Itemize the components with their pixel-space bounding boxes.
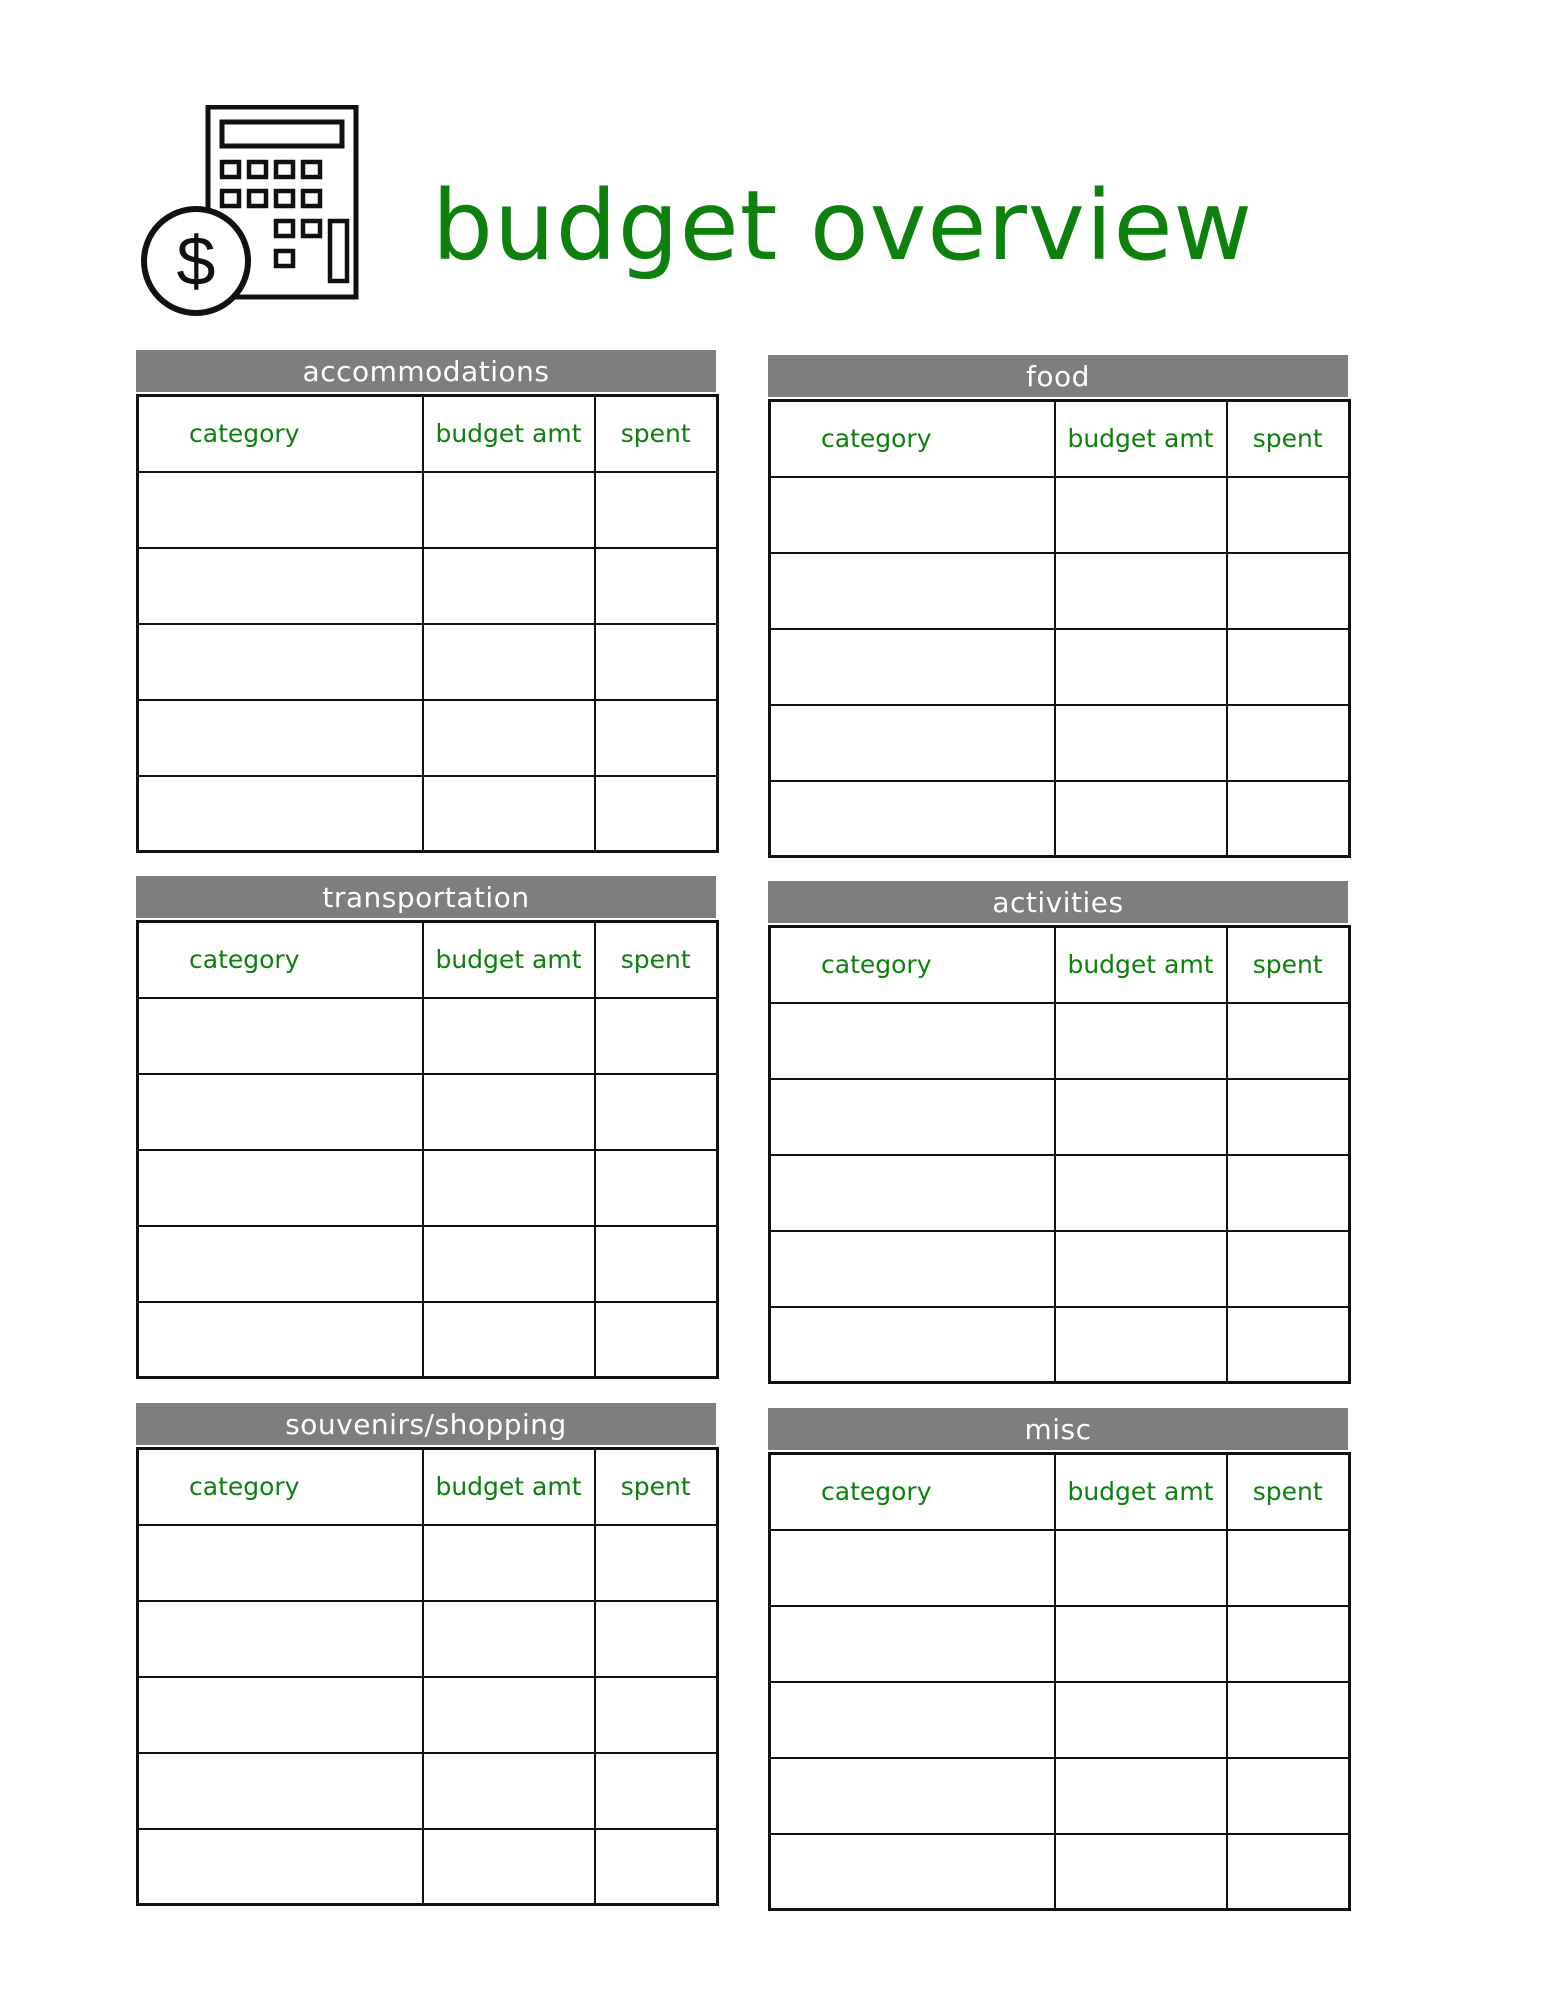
- section-souvenirs-shopping: [136, 1403, 716, 1906]
- budget-amt-cell[interactable]: [1055, 1003, 1227, 1079]
- table-row: [138, 1226, 718, 1302]
- table-header-row: [770, 1454, 1350, 1530]
- table-row: [770, 1606, 1350, 1682]
- category-cell[interactable]: [770, 1079, 1055, 1155]
- category-cell[interactable]: [138, 1525, 423, 1601]
- category-cell[interactable]: [770, 1682, 1055, 1758]
- spent-cell[interactable]: [595, 776, 718, 852]
- table-row: [770, 1758, 1350, 1834]
- category-cell[interactable]: [770, 705, 1055, 781]
- spent-cell[interactable]: [595, 1302, 718, 1378]
- table-header-row: [138, 1449, 718, 1525]
- budget-amt-cell[interactable]: [1055, 1606, 1227, 1682]
- table-row: [138, 776, 718, 852]
- category-cell[interactable]: [138, 1753, 423, 1829]
- budget-table: [136, 394, 719, 853]
- budget-amt-cell[interactable]: [1055, 1758, 1227, 1834]
- table-row: [138, 1074, 718, 1150]
- category-cell[interactable]: [770, 1155, 1055, 1231]
- column-header-spent: spent: [595, 1449, 718, 1525]
- column-header-spent: spent: [1227, 401, 1350, 477]
- section-header: accommodations: [136, 350, 716, 392]
- column-header-category: category: [138, 1449, 423, 1525]
- table-row: [770, 629, 1350, 705]
- budget-amt-cell[interactable]: [423, 1601, 595, 1677]
- budget-amt-cell[interactable]: [423, 1829, 595, 1905]
- budget-amt-cell[interactable]: [1055, 1530, 1227, 1606]
- category-cell[interactable]: [138, 776, 423, 852]
- table-row: [138, 998, 718, 1074]
- category-cell[interactable]: [770, 781, 1055, 857]
- category-cell[interactable]: [770, 477, 1055, 553]
- spent-cell[interactable]: [1227, 1530, 1350, 1606]
- category-cell[interactable]: [138, 1829, 423, 1905]
- spent-cell[interactable]: [1227, 1758, 1350, 1834]
- category-cell[interactable]: [770, 1758, 1055, 1834]
- table-header-row: [770, 927, 1350, 1003]
- calculator-dollar-icon: [140, 105, 360, 325]
- section-misc: [768, 1408, 1348, 1911]
- spent-cell[interactable]: [1227, 477, 1350, 553]
- spent-cell[interactable]: [595, 1226, 718, 1302]
- table-row: [770, 705, 1350, 781]
- category-cell[interactable]: [770, 1834, 1055, 1910]
- table-header-row: [138, 922, 718, 998]
- spent-cell[interactable]: [595, 472, 718, 548]
- table-header-row: [770, 401, 1350, 477]
- spent-cell[interactable]: [1227, 553, 1350, 629]
- category-cell[interactable]: [138, 1302, 423, 1378]
- section-accommodations: [136, 350, 716, 853]
- category-cell[interactable]: [770, 1530, 1055, 1606]
- table-row: [770, 1003, 1350, 1079]
- category-cell[interactable]: [138, 548, 423, 624]
- table-row: [138, 1829, 718, 1905]
- column-header-category: category: [770, 927, 1055, 1003]
- spent-cell[interactable]: [595, 998, 718, 1074]
- budget-amt-cell[interactable]: [1055, 1155, 1227, 1231]
- budget-amt-cell[interactable]: [423, 700, 595, 776]
- budget-amt-cell[interactable]: [1055, 705, 1227, 781]
- column-header-category: category: [770, 1454, 1055, 1530]
- column-header-spent: spent: [1227, 1454, 1350, 1530]
- category-cell[interactable]: [770, 1606, 1055, 1682]
- budget-table: [768, 1452, 1351, 1911]
- category-cell[interactable]: [138, 1074, 423, 1150]
- table-row: [138, 1677, 718, 1753]
- table-row: [138, 624, 718, 700]
- category-cell[interactable]: [138, 700, 423, 776]
- table-row: [770, 477, 1350, 553]
- category-cell[interactable]: [138, 472, 423, 548]
- page-title: budget overview: [432, 170, 1254, 282]
- category-cell[interactable]: [138, 1226, 423, 1302]
- budget-amt-cell[interactable]: [1055, 629, 1227, 705]
- spent-cell[interactable]: [595, 1753, 718, 1829]
- category-cell[interactable]: [770, 1307, 1055, 1383]
- category-cell[interactable]: [138, 998, 423, 1074]
- section-header: souvenirs/shopping: [136, 1403, 716, 1445]
- category-cell[interactable]: [138, 1150, 423, 1226]
- column-header-category: category: [770, 401, 1055, 477]
- table-row: [770, 1079, 1350, 1155]
- budget-amt-cell[interactable]: [1055, 1079, 1227, 1155]
- table-row: [770, 1307, 1350, 1383]
- budget-table: [768, 925, 1351, 1384]
- budget-amt-cell[interactable]: [423, 1677, 595, 1753]
- budget-amt-cell[interactable]: [423, 1302, 595, 1378]
- category-cell[interactable]: [138, 1601, 423, 1677]
- section-food: [768, 355, 1348, 858]
- spent-cell[interactable]: [595, 1525, 718, 1601]
- table-row: [770, 1155, 1350, 1231]
- category-cell[interactable]: [138, 1677, 423, 1753]
- category-cell[interactable]: [770, 629, 1055, 705]
- column-header-spent: spent: [595, 922, 718, 998]
- spent-cell[interactable]: [1227, 781, 1350, 857]
- section-header: food: [768, 355, 1348, 397]
- budget-amt-cell[interactable]: [1055, 1682, 1227, 1758]
- spent-cell[interactable]: [595, 1601, 718, 1677]
- table-row: [770, 1682, 1350, 1758]
- budget-table: [136, 920, 719, 1379]
- category-cell[interactable]: [770, 1231, 1055, 1307]
- budget-amt-cell[interactable]: [1055, 1231, 1227, 1307]
- spent-cell[interactable]: [1227, 1307, 1350, 1383]
- column-header-budget-amt: budget amt: [1055, 1454, 1227, 1530]
- budget-amt-cell[interactable]: [1055, 553, 1227, 629]
- budget-table: [768, 399, 1351, 858]
- budget-amt-cell[interactable]: [1055, 1834, 1227, 1910]
- column-header-spent: spent: [1227, 927, 1350, 1003]
- svg-text:$: $: [176, 222, 216, 300]
- table-row: [138, 700, 718, 776]
- column-header-budget-amt: budget amt: [423, 396, 595, 472]
- category-cell[interactable]: [138, 624, 423, 700]
- spent-cell[interactable]: [1227, 1079, 1350, 1155]
- table-row: [138, 1753, 718, 1829]
- category-cell[interactable]: [770, 553, 1055, 629]
- column-header-budget-amt: budget amt: [1055, 401, 1227, 477]
- budget-amt-cell[interactable]: [423, 472, 595, 548]
- spent-cell[interactable]: [1227, 1003, 1350, 1079]
- section-activities: [768, 881, 1348, 1384]
- budget-amt-cell[interactable]: [423, 1150, 595, 1226]
- budget-amt-cell[interactable]: [423, 548, 595, 624]
- table-row: [138, 472, 718, 548]
- spent-cell[interactable]: [595, 624, 718, 700]
- section-header: transportation: [136, 876, 716, 918]
- spent-cell[interactable]: [1227, 629, 1350, 705]
- spent-cell[interactable]: [595, 700, 718, 776]
- budget-amt-cell[interactable]: [423, 998, 595, 1074]
- column-header-spent: spent: [595, 396, 718, 472]
- table-row: [138, 548, 718, 624]
- budget-amt-cell[interactable]: [1055, 781, 1227, 857]
- table-row: [138, 1150, 718, 1226]
- table-row: [138, 1601, 718, 1677]
- table-header-row: [138, 396, 718, 472]
- column-header-category: category: [138, 922, 423, 998]
- spent-cell[interactable]: [1227, 1834, 1350, 1910]
- table-row: [770, 1231, 1350, 1307]
- spent-cell[interactable]: [595, 548, 718, 624]
- spent-cell[interactable]: [1227, 705, 1350, 781]
- spent-cell[interactable]: [1227, 1682, 1350, 1758]
- spent-cell[interactable]: [595, 1677, 718, 1753]
- budget-amt-cell[interactable]: [423, 624, 595, 700]
- section-header: activities: [768, 881, 1348, 923]
- budget-amt-cell[interactable]: [1055, 477, 1227, 553]
- spent-cell[interactable]: [595, 1074, 718, 1150]
- budget-amt-cell[interactable]: [423, 776, 595, 852]
- budget-amt-cell[interactable]: [423, 1525, 595, 1601]
- spent-cell[interactable]: [595, 1150, 718, 1226]
- column-header-budget-amt: budget amt: [1055, 927, 1227, 1003]
- column-header-category: category: [138, 396, 423, 472]
- table-row: [138, 1525, 718, 1601]
- spent-cell[interactable]: [1227, 1155, 1350, 1231]
- budget-amt-cell[interactable]: [423, 1226, 595, 1302]
- budget-amt-cell[interactable]: [1055, 1307, 1227, 1383]
- category-cell[interactable]: [770, 1003, 1055, 1079]
- budget-table: [136, 1447, 719, 1906]
- table-row: [770, 1530, 1350, 1606]
- table-row: [138, 1302, 718, 1378]
- column-header-budget-amt: budget amt: [423, 1449, 595, 1525]
- table-row: [770, 1834, 1350, 1910]
- section-header: misc: [768, 1408, 1348, 1450]
- spent-cell[interactable]: [1227, 1231, 1350, 1307]
- table-row: [770, 781, 1350, 857]
- budget-amt-cell[interactable]: [423, 1753, 595, 1829]
- spent-cell[interactable]: [1227, 1606, 1350, 1682]
- table-row: [770, 553, 1350, 629]
- budget-amt-cell[interactable]: [423, 1074, 595, 1150]
- section-transportation: [136, 876, 716, 1379]
- spent-cell[interactable]: [595, 1829, 718, 1905]
- column-header-budget-amt: budget amt: [423, 922, 595, 998]
